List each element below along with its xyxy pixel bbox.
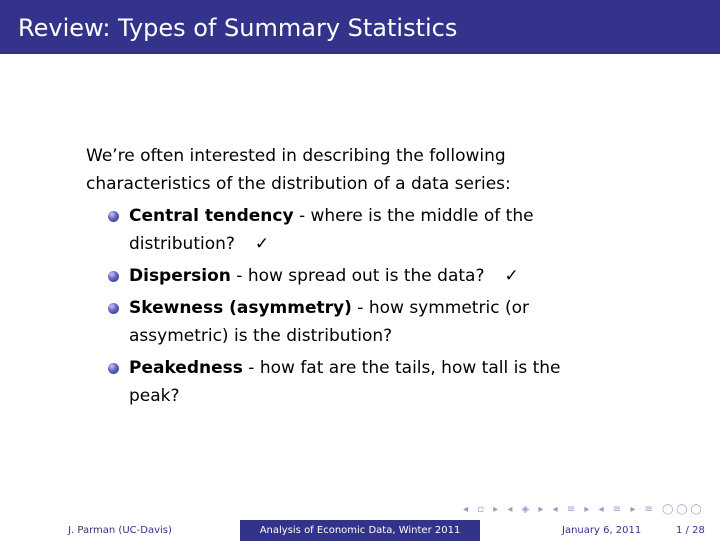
footer-author: J. Parman (UC-Davis)	[0, 520, 240, 541]
footer-right	[480, 520, 720, 541]
bullet-ball-icon	[108, 211, 119, 222]
bullet-text: - how symmetric (or assymetric) is the distribution?	[129, 298, 529, 346]
bullet-item-central-tendency	[86, 202, 599, 258]
bullet-ball-icon	[108, 303, 119, 314]
bullet-ball-icon	[108, 363, 119, 374]
footer	[0, 520, 720, 541]
navigation-controls[interactable]: ◂ ▫ ▸ ◂ ◈ ▸ ◂ ≡ ▸ ◂ ≡ ▸ ≡ ◯◯◯	[463, 504, 705, 515]
bullet-text: - how spread out is the data?	[230, 266, 485, 286]
intro-text: We’re often interested in describing the following characteristics of the distribution of a data series:	[86, 146, 511, 194]
bullet-term: Peakedness	[129, 358, 243, 378]
bullet-list	[86, 202, 626, 410]
bullet-term: Dispersion	[129, 266, 231, 286]
footer-course: Analysis of Economic Data, Winter 2011	[240, 520, 480, 541]
slide-title: Review: Types of Summary Statistics	[18, 14, 458, 42]
slide-content	[86, 142, 626, 410]
checkmark-icon: ✓	[254, 234, 270, 254]
title-bar	[0, 0, 720, 54]
checkmark-icon: ✓	[504, 266, 519, 286]
footer-date: January 6, 2011	[562, 525, 642, 536]
bullet-item-dispersion	[86, 262, 599, 290]
bullet-text: - how fat are the tails, how tall is the peak?	[129, 358, 561, 406]
bullet-item-skewness	[86, 294, 599, 350]
bullet-term: Central tendency	[129, 206, 294, 226]
bullet-term: Skewness (asymmetry)	[129, 298, 352, 318]
bullet-text: - where is the middle of the distribution?	[129, 206, 534, 254]
bullet-item-peakedness	[86, 354, 599, 410]
page-number: 1 / 28	[676, 525, 705, 536]
bullet-ball-icon	[108, 271, 119, 282]
